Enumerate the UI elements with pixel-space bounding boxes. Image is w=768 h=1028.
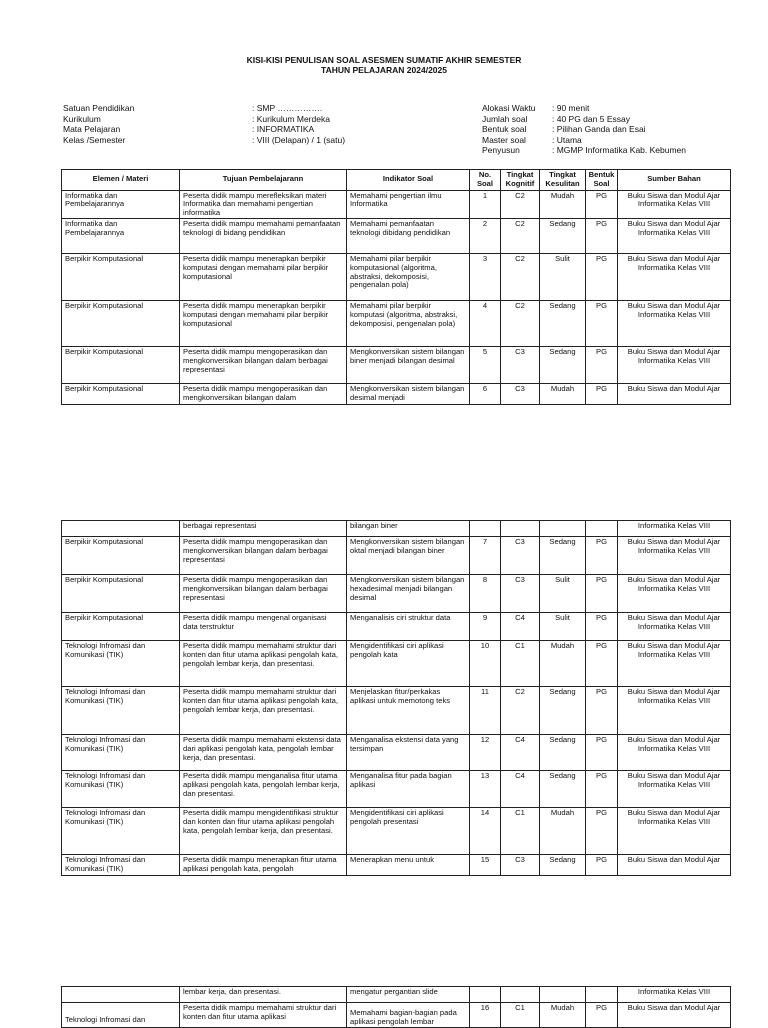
cell-bentuk: PG xyxy=(586,771,618,808)
cell-no: 13 xyxy=(470,771,501,808)
table-row xyxy=(62,218,731,253)
cell-tujuan: Peserta didik mampu mengoperasikan dan mengkonversikan bilangan dalam berbagai representasi xyxy=(180,537,347,575)
kisi-table-page2 xyxy=(61,520,731,876)
cell-bentuk: PG xyxy=(586,300,618,346)
cell-kognitif: C2 xyxy=(501,253,540,300)
cell-no: 1 xyxy=(470,190,501,218)
cell-kognitif xyxy=(501,521,540,537)
cell-tujuan: Peserta didik mampu mengoperasikan dan mengkonversikan bilangan dalam berbagai representasi xyxy=(180,575,347,613)
cell-kesulitan: Sedang xyxy=(540,300,586,346)
cell-kesulitan: Mudah xyxy=(540,190,586,218)
info-label: Alokasi Waktu xyxy=(482,103,536,113)
table-row xyxy=(62,613,731,641)
cell-elemen: Teknologi Infromasi dan Komunikasi (TIK) xyxy=(62,771,180,808)
cell-bentuk: PG xyxy=(586,613,618,641)
cell-sumber: Buku Siswa dan Modul Ajar Informatika Kelas VIII xyxy=(618,190,731,218)
table-row xyxy=(62,641,731,687)
table-row xyxy=(62,1003,731,1028)
document-title: KISI-KISI PENULISAN SOAL ASESMEN SUMATIF AKHIR SEMESTER xyxy=(246,55,522,65)
cell-no: 5 xyxy=(470,346,501,383)
cell-elemen xyxy=(62,521,180,537)
cell-tujuan: Peserta didik mampu memahami struktur dari konten dan fitur utama aplikasi xyxy=(180,1003,347,1028)
column-header: Indikator Soal xyxy=(347,170,470,191)
cell-no: 16 xyxy=(470,1003,501,1028)
cell-elemen: Berpikir Komputasional xyxy=(62,575,180,613)
table-row xyxy=(62,735,731,771)
info-label: Satuan Pendidikan xyxy=(63,103,135,113)
info-label: Bentuk soal xyxy=(482,124,527,134)
info-label: Mata Pelajaran xyxy=(63,124,121,134)
cell-elemen xyxy=(62,987,180,1003)
info-right-labels xyxy=(482,103,550,156)
cell-indikator: Memahami pengertian ilmu Informatika xyxy=(347,190,470,218)
cell-bentuk: PG xyxy=(586,687,618,735)
cell-sumber: Buku Siswa dan Modul Ajar Informatika Kelas VIII xyxy=(618,537,731,575)
cell-elemen: Berpikir Komputasional xyxy=(62,613,180,641)
cell-kognitif: C3 xyxy=(501,575,540,613)
cell-tujuan: Peserta didik mampu memahami struktur dari konten dan fitur utama aplikasi pengolah kata, pengolah lembar kerja, dan presentasi. xyxy=(180,641,347,687)
cell-kesulitan: Mudah xyxy=(540,383,586,404)
cell-kognitif: C3 xyxy=(501,537,540,575)
cell-bentuk: PG xyxy=(586,346,618,383)
cell-kesulitan: Mudah xyxy=(540,808,586,855)
cell-kesulitan: Sedang xyxy=(540,218,586,253)
cell-indikator: Mengkonversikan sistem bilangan hexadesimal menjadi bilangan desimal xyxy=(347,575,470,613)
cell-tujuan: Peserta didik mampu memahami struktur dari konten dan fitur utama aplikasi pengolah kata, pengolah lembar kerja, dan presentasi. xyxy=(180,687,347,735)
cell-kognitif: C4 xyxy=(501,771,540,808)
cell-tujuan: Peserta didik mampu menerapkan berpikir komputasi dengan memahami pilar berpikir komputasional xyxy=(180,300,347,346)
cell-indikator: Mengkonversikan sistem bilangan desimal menjadi xyxy=(347,383,470,404)
cell-sumber: Buku Siswa dan Modul Ajar Informatika Kelas VIII xyxy=(618,613,731,641)
cell-no: 10 xyxy=(470,641,501,687)
table-row xyxy=(62,575,731,613)
cell-no: 4 xyxy=(470,300,501,346)
cell-bentuk: PG xyxy=(586,735,618,771)
cell-sumber: Buku Siswa dan Modul Ajar xyxy=(618,383,731,404)
cell-kesulitan: Sulit xyxy=(540,253,586,300)
cell-kognitif: C4 xyxy=(501,735,540,771)
cell-kognitif: C4 xyxy=(501,613,540,641)
info-left-values xyxy=(252,103,452,145)
cell-bentuk xyxy=(586,987,618,1003)
cell-sumber: Buku Siswa dan Modul Ajar Informatika Kelas VIII xyxy=(618,346,731,383)
cell-no: 2 xyxy=(470,218,501,253)
cell-kognitif: C1 xyxy=(501,808,540,855)
cell-tujuan: Peserta didik mampu menerapkan berpikir komputasi dengan memahami pilar berpikir komputasional xyxy=(180,253,347,300)
cell-elemen: Teknologi Infromasi dan Komunikasi (TIK) xyxy=(62,735,180,771)
info-label: Kelas /Semester xyxy=(63,134,126,145)
document-subtitle: TAHUN PELAJARAN 2024/2025 xyxy=(321,65,447,75)
cell-sumber: Buku Siswa dan Modul Ajar Informatika Kelas VIII xyxy=(618,300,731,346)
kisi-table-page3 xyxy=(61,986,731,1028)
cell-sumber: Buku Siswa dan Modul Ajar Informatika Kelas VIII xyxy=(618,735,731,771)
cell-indikator: Menganalisa fitur pada bagian aplikasi xyxy=(347,771,470,808)
cell-elemen: Berpikir Komputasional xyxy=(62,253,180,300)
cell-no: 3 xyxy=(470,253,501,300)
info-value: : 40 PG dan 5 Essay xyxy=(552,113,630,124)
cell-kesulitan xyxy=(540,521,586,537)
table-row xyxy=(62,808,731,855)
cell-elemen: Informatika dan Pembelajarannya xyxy=(62,190,180,218)
cell-kognitif: C1 xyxy=(501,641,540,687)
info-value: : INFORMATIKA xyxy=(252,124,315,134)
cell-kesulitan: Mudah xyxy=(540,641,586,687)
cell-kognitif: C2 xyxy=(501,687,540,735)
cell-kesulitan: Sedang xyxy=(540,735,586,771)
cell-elemen: Teknologi Infromasi dan Komunikasi (TIK) xyxy=(62,808,180,855)
cell-bentuk: PG xyxy=(586,641,618,687)
cell-no: 9 xyxy=(470,613,501,641)
info-value: : 90 menit xyxy=(552,103,590,113)
info-label: Penyusun xyxy=(482,145,520,155)
cell-kognitif xyxy=(501,987,540,1003)
cell-kesulitan: Mudah xyxy=(540,1003,586,1028)
cell-kognitif: C2 xyxy=(501,190,540,218)
cell-no: 6 xyxy=(470,383,501,404)
cell-indikator: Memahami pilar berpikir komputasi (algoritma, abstraksi, dekomposisi, pengenalan pola) xyxy=(347,300,470,346)
cell-bentuk: PG xyxy=(586,218,618,253)
cell-indikator: Menganalisis ciri struktur data xyxy=(347,613,470,641)
cell-indikator: Mengkonversikan sistem bilangan oktal menjadi bilangan biner xyxy=(347,537,470,575)
info-value: : Kurikulum Merdeka xyxy=(252,113,330,124)
cell-elemen: Berpikir Komputasional xyxy=(62,383,180,404)
cell-sumber: Buku Siswa dan Modul Ajar Informatika Kelas VIII xyxy=(618,687,731,735)
cell-indikator: Mengkonversikan sistem bilangan biner menjadi bilangan desimal xyxy=(347,346,470,383)
table-row xyxy=(62,383,731,404)
table-header-row xyxy=(62,170,731,191)
cell-indikator: Menjelaskan fitur/perkakas aplikasi untuk memotong teks xyxy=(347,687,470,735)
info-value: : Utama xyxy=(552,134,582,145)
cell-kesulitan: Sedang xyxy=(540,537,586,575)
cell-no: 11 xyxy=(470,687,501,735)
info-right-values xyxy=(552,103,730,156)
cell-sumber: Informatika Kelas VIII xyxy=(618,521,731,537)
cell-indikator: Memahami bagian-bagian pada aplikasi pengolah lembar xyxy=(347,1003,470,1028)
table-row xyxy=(62,190,731,218)
cell-elemen: Teknologi Infromasi dan Komunikasi (TIK) xyxy=(62,641,180,687)
cell-kognitif: C3 xyxy=(501,383,540,404)
cell-kognitif: C2 xyxy=(501,218,540,253)
cell-elemen: Teknologi Infromasi dan xyxy=(62,1003,180,1028)
info-value: : SMP ……………. xyxy=(252,103,323,113)
table-row xyxy=(62,521,731,537)
cell-kesulitan xyxy=(540,987,586,1003)
cell-kesulitan: Sedang xyxy=(540,855,586,876)
cell-sumber: Buku Siswa dan Modul Ajar Informatika Kelas VIII xyxy=(618,218,731,253)
cell-tujuan: Peserta didik mampu mengoperasikan dan mengkonversikan bilangan dalam xyxy=(180,383,347,404)
info-label: Master soal xyxy=(482,134,526,145)
cell-no: 8 xyxy=(470,575,501,613)
cell-bentuk: PG xyxy=(586,537,618,575)
cell-indikator: bilangan biner xyxy=(347,521,470,537)
cell-tujuan: Peserta didik mampu memahami ekstensi data dari aplikasi pengolah kata, pengolah lembar kerja, dan presentasi. xyxy=(180,735,347,771)
table-row xyxy=(62,537,731,575)
cell-sumber: Buku Siswa dan Modul Ajar Informatika Kelas VIII xyxy=(618,808,731,855)
cell-tujuan: berbagai representasi xyxy=(180,521,347,537)
cell-bentuk: PG xyxy=(586,855,618,876)
column-header: Sumber Bahan xyxy=(618,170,731,191)
cell-bentuk: PG xyxy=(586,190,618,218)
column-header: Elemen / Materi xyxy=(62,170,180,191)
cell-kognitif: C1 xyxy=(501,1003,540,1028)
info-label: Kurikulum xyxy=(63,113,101,124)
column-header: Bentuk Soal xyxy=(586,170,618,191)
table-row xyxy=(62,253,731,300)
cell-sumber: Informatika Kelas VIII xyxy=(618,987,731,1003)
cell-kognitif: C3 xyxy=(501,855,540,876)
cell-kognitif: C3 xyxy=(501,346,540,383)
cell-bentuk xyxy=(586,521,618,537)
cell-no: 7 xyxy=(470,537,501,575)
cell-bentuk: PG xyxy=(586,253,618,300)
cell-no xyxy=(470,987,501,1003)
cell-elemen: Berpikir Komputasional xyxy=(62,346,180,383)
cell-tujuan: lembar kerja, dan presentasi. xyxy=(180,987,347,1003)
cell-indikator: Memahami pemanfaatan teknologi dibidang pendidikan xyxy=(347,218,470,253)
table-row xyxy=(62,771,731,808)
cell-no: 12 xyxy=(470,735,501,771)
cell-tujuan: Peserta didik mampu mengidentifikasi struktur dan konten dan fitur utama aplikasi pengolah kata, pengolah lembar kerja, dan presentasi. xyxy=(180,808,347,855)
table-row xyxy=(62,346,731,383)
cell-sumber: Buku Siswa dan Modul Ajar Informatika Kelas VIII xyxy=(618,771,731,808)
column-header: Tingkat Kognitif xyxy=(501,170,540,191)
cell-sumber: Buku Siswa dan Modul Ajar Informatika Kelas VIII xyxy=(618,253,731,300)
cell-tujuan: Peserta didik mampu mengenal organisasi data terstruktur xyxy=(180,613,347,641)
cell-elemen: Berpikir Komputasional xyxy=(62,537,180,575)
table-row xyxy=(62,300,731,346)
info-value: : Pilihan Ganda dan Esai xyxy=(552,124,646,134)
cell-elemen: Informatika dan Pembelajarannya xyxy=(62,218,180,253)
column-header: Tujuan Pembelajarann xyxy=(180,170,347,191)
cell-kesulitan: Sedang xyxy=(540,346,586,383)
table-row xyxy=(62,687,731,735)
table-row xyxy=(62,987,731,1003)
info-left-labels xyxy=(63,103,203,145)
cell-sumber: Buku Siswa dan Modul Ajar Informatika Kelas VIII xyxy=(618,575,731,613)
cell-kognitif: C2 xyxy=(501,300,540,346)
cell-sumber: Buku Siswa dan Modul Ajar Informatika Kelas VIII xyxy=(618,641,731,687)
cell-elemen: Teknologi Infromasi dan Komunikasi (TIK) xyxy=(62,855,180,876)
cell-bentuk: PG xyxy=(586,1003,618,1028)
cell-no xyxy=(470,521,501,537)
cell-indikator: Menganalisa ekstensi data yang tersimpan xyxy=(347,735,470,771)
cell-kesulitan: Sulit xyxy=(540,613,586,641)
cell-kesulitan: Sedang xyxy=(540,687,586,735)
cell-no: 14 xyxy=(470,808,501,855)
cell-tujuan: Peserta didik mampu mengoperasikan dan mengkonversikan bilangan dalam berbagai representasi xyxy=(180,346,347,383)
cell-indikator: Mengidentifikasi ciri aplikasi pengolah presentasi xyxy=(347,808,470,855)
kisi-table-page1 xyxy=(61,169,731,405)
info-value: : VIII (Delapan) / 1 (satu) xyxy=(252,134,346,145)
info-label: Jumlah soal xyxy=(482,113,528,124)
cell-elemen: Teknologi Infromasi dan Komunikasi (TIK) xyxy=(62,687,180,735)
cell-sumber: Buku Siswa dan Modul Ajar xyxy=(618,1003,731,1028)
cell-bentuk: PG xyxy=(586,808,618,855)
cell-tujuan: Peserta didik mampu menganalisa fitur utama aplikasi pengolah kata, pengolah lembar kerja, dan presentasi. xyxy=(180,771,347,808)
column-header: Tingkat Kesulitan xyxy=(540,170,586,191)
cell-indikator: Mengidentifikasi ciri aplikasi pengolah kata xyxy=(347,641,470,687)
cell-bentuk: PG xyxy=(586,575,618,613)
cell-elemen: Berpikir Komputasional xyxy=(62,300,180,346)
table-row xyxy=(62,855,731,876)
cell-bentuk: PG xyxy=(586,383,618,404)
info-value: : MGMP Informatika Kab. Kebumen xyxy=(552,145,687,155)
cell-indikator: mengatur pergantian slide xyxy=(347,987,470,1003)
cell-indikator: Memahami pilar berpikir komputasional (algoritma, abstraksi, dekomposisi, pengenalan pola) xyxy=(347,253,470,300)
cell-no: 15 xyxy=(470,855,501,876)
cell-indikator: Menerapkan menu untuk xyxy=(347,855,470,876)
cell-kesulitan: Sedang xyxy=(540,771,586,808)
cell-tujuan: Peserta didik mampu merefleksikan materi Informatika dan memahami pengertian informatika xyxy=(180,190,347,218)
cell-sumber: Buku Siswa dan Modul Ajar xyxy=(618,855,731,876)
column-header: No. Soal xyxy=(470,170,501,191)
cell-tujuan: Peserta didik mampu memahami pemanfaatan teknologi di bidang pendidikan xyxy=(180,218,347,253)
cell-tujuan: Peserta didik mampu menerapkan fitur utama aplikasi pengolah kata, pengolah xyxy=(180,855,347,876)
cell-kesulitan: Sulit xyxy=(540,575,586,613)
